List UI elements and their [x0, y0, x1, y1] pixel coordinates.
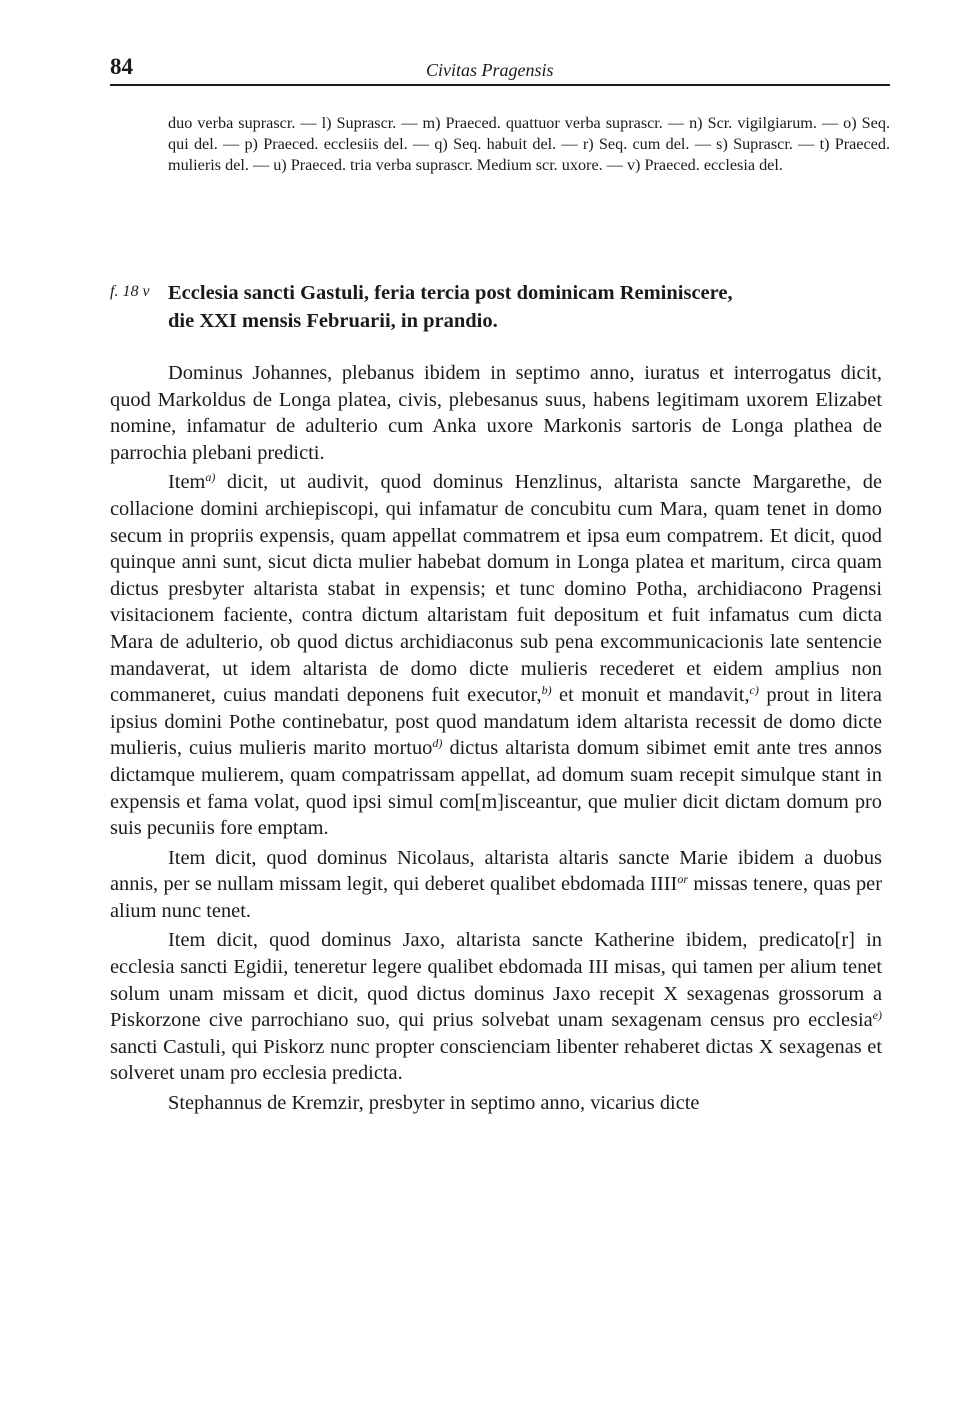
footnote-text: duo verba suprascr. — l) Suprascr. — m) Praeced. quattuor verba suprascr. — n) Scr. vigilgiarum. — o) Seq. qui del. — p) Praeced. ecclesiis del. — q) Seq. habuit del. — r) Seq. cum del. — s) Suprascr. — t) Praeced. mulieris del. — u) Praeced. tria verba suprascr. Medium scr. uxore. — v) Praeced. ecclesia del. [168, 114, 890, 174]
text-span: Item dicit, quod dominus Jaxo, altarista sancte Katherine ibidem, predicato[r] in ecclesia sancti Egidii, teneretur legere qualibet ebdomada III misas, qui tamen per alium tenet solum unam missam et dicit, quod dictus dominus Jaxo recepit X sexagenas grossorum a Piskorzone cive parrochiano suo, qui prius solvebat unam sexagenam census pro ecclesia [110, 929, 882, 1032]
note-marker-d: d) [432, 736, 443, 751]
ordinal-superscript: or [677, 872, 689, 887]
page-header [110, 54, 890, 88]
text-span: Item [168, 471, 206, 494]
note-marker-a: a) [205, 470, 216, 485]
text-span: dicit, ut audivit, quod dominus Henzlinus, altarista sancte Margarethe, de collacione domini archiepiscopi, qui infamatur de concubitu cum Mara, quam tenet in domo secum in propriis expensis, quam appellat commatrem et ipsa eum compatrem. Et dicit, quod quinque anni sunt, sicut dicta mulier habebat domum in Longa platea et maritum, circa quam dictus presbyter altarista stabat in expensis; et tunc domino Potha, archidiacono Pragensi visitacionem faciente, contra dictum altaristam fuit depositum et fuit infamatus cum dicta Mara de adulterio, ob quod dictus archidiaconus sub pena excommunicacionis late sentencie mandaverat, ut idem altarista de domo dicte mulieris recederet et eidem amplius non commaneret, cuius mandati deponens fuit executor, [110, 471, 882, 707]
paragraph-4 [110, 927, 882, 1087]
paragraph-1: Dominus Johannes, plebanus ibidem in septimo anno, iuratus et interrogatus dicit, quod Markoldus de Longa platea, civis, plebesanus suus, habens legitimam uxorem Elizabet nomine, infamatur de adulterio cum Anka uxore Markonis sartoris de Longa plathea de parrochia plebani predicti. [110, 362, 882, 464]
folio-margin-note: f. 18 v [110, 283, 150, 300]
section-heading-line-2: die XXI mensis Februarii, in prandio. [168, 310, 498, 332]
header-rule [110, 84, 890, 86]
text-span: Item dicit, quod dominus Nicolaus, altarista altaris sancte Marie ibidem a duobus annis, per se nullam missam legit, qui deberet qualibet ebdomada IIII [110, 846, 882, 896]
text-span: prout in litera ipsius domini Pothe continebatur, post quod mandatum idem altarista recessit de domo dicte mulieris, cuius mulieris marito mortuo [110, 684, 882, 760]
note-marker-c: c) [749, 683, 759, 698]
text-span: et monuit et mandavit, [551, 684, 750, 707]
paragraph-5: Stephannus de Kremzir, presbyter in septimo anno, vicarius dicte [168, 1092, 700, 1115]
footnotes-block [168, 113, 890, 176]
body-text [110, 360, 882, 1117]
note-marker-b: b) [541, 683, 552, 698]
section-heading [168, 279, 890, 335]
paragraph-2 [110, 469, 882, 841]
paragraph-3 [110, 845, 882, 925]
page-number: 84 [110, 54, 133, 79]
text-span: missas tenere, quas per alium nunc tenet. [110, 873, 882, 922]
running-title: Civitas Pragensis [426, 60, 554, 80]
text-span: dictus altarista domum sibimet emit ante tres annos dictamque mulierem, quam compatrissam appellat, ad domum suam recepit simulque stant in expensis et fama volat, quod ipsi simul com[m]isceantur, que mulier dicit dictam domum pro suis pecuniis fore emptam. [110, 737, 882, 840]
section-heading-line-1: Ecclesia sancti Gastuli, feria tercia post dominicam Reminiscere, [168, 282, 733, 304]
text-span: sancti Castuli, qui Piskorz nunc propter conscienciam libenter rehaberet dictas X sexagenas et solveret unam pro ecclesia predicta. [110, 1035, 882, 1085]
note-marker-e: e) [872, 1008, 882, 1023]
